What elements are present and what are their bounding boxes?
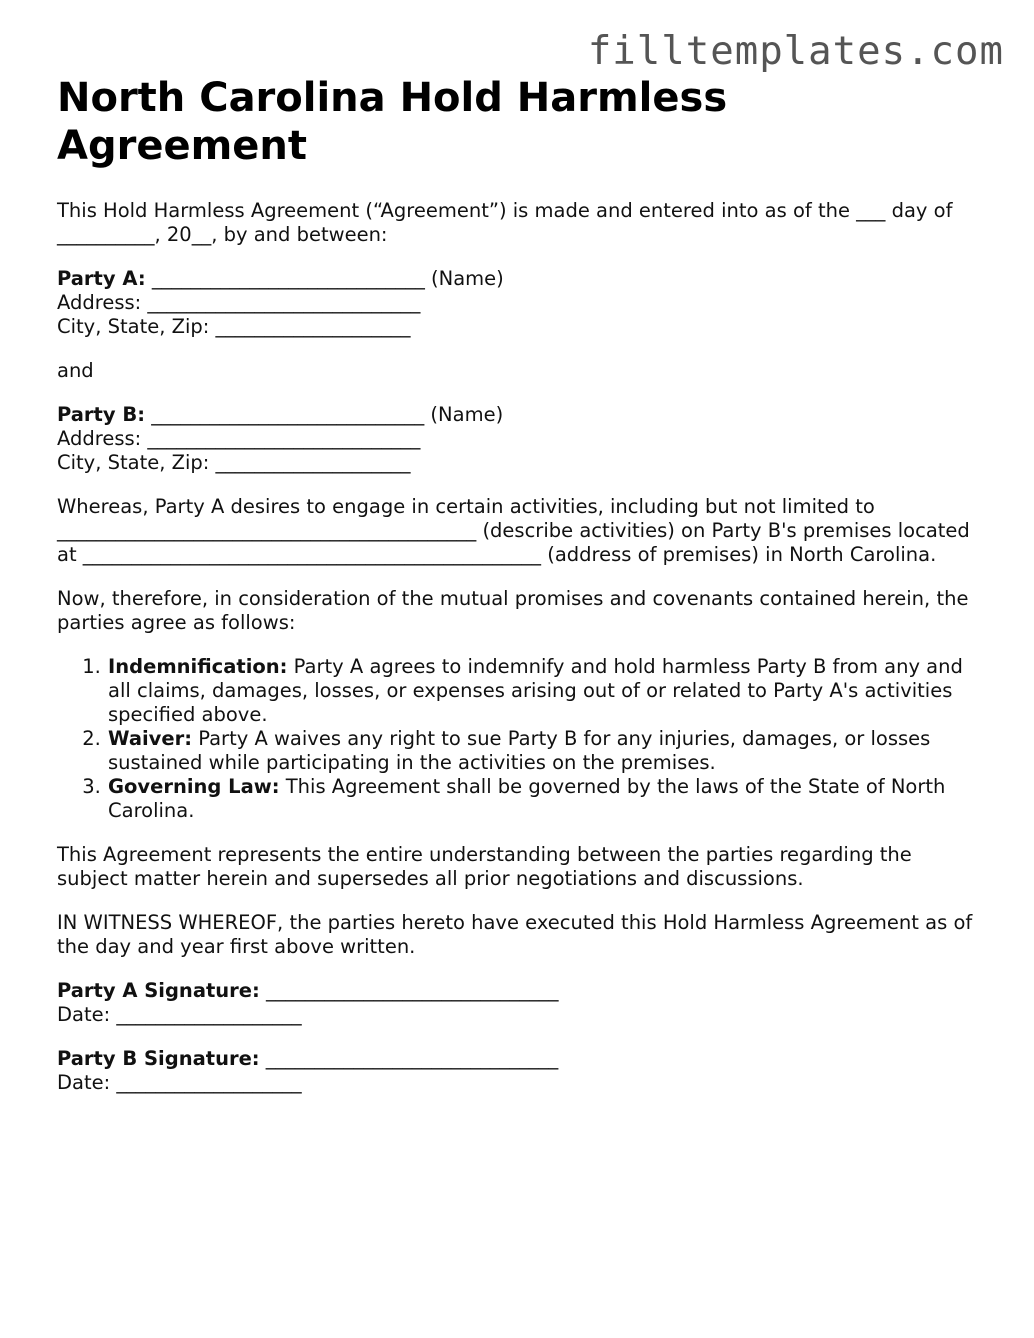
witness-paragraph: IN WITNESS WHEREOF, the parties hereto have executed this Hold Harmless Agreement as of the day and year first above written. [57, 911, 973, 958]
terms-list [57, 655, 987, 823]
signature-b-label: Party B Signature: [57, 1047, 260, 1070]
term-text: Party A agrees to indemnify and hold harmless Party B from any and all claims, damages, losses, or expenses arising out of or related to Party A's activities specified above. [108, 655, 963, 726]
document-body [57, 199, 987, 1095]
signature-a-date: Date: ___________________ [57, 1003, 302, 1026]
signature-b-line [57, 1047, 987, 1071]
whereas-paragraph: Whereas, Party A desires to engage in certain activities, including but not limited to ___________________________________________ (describe activities) on Party B's premises located at _______________________________________________ (address of premises) in North Carolina. [57, 495, 970, 566]
signature-b-date: Date: ___________________ [57, 1071, 302, 1094]
party-b-name-line [57, 403, 987, 427]
party-a-block [57, 267, 987, 339]
party-b-name-field: ____________________________ (Name) [145, 403, 504, 426]
term-heading: Waiver: [108, 727, 193, 750]
term-heading: Indemnification: [108, 655, 288, 678]
term-governing-law [107, 775, 987, 823]
party-b-city-line: City, State, Zip: ____________________ [57, 451, 411, 474]
now-therefore-paragraph: Now, therefore, in consideration of the mutual promises and covenants contained herein, the parties agree as follows: [57, 587, 969, 634]
term-indemnification [107, 655, 987, 727]
signature-b-field: ______________________________ [259, 1047, 559, 1070]
party-b-address-line: Address: ____________________________ [57, 427, 421, 450]
party-a-name-line [57, 267, 987, 291]
party-a-city-line: City, State, Zip: ____________________ [57, 315, 411, 338]
intro-paragraph: This Hold Harmless Agreement (“Agreement”) is made and entered into as of the ___ day of __________, 20__, by and between: [57, 199, 953, 246]
entire-agreement-paragraph: This Agreement represents the entire understanding between the parties regarding the subject matter herein and supersedes all prior negotiations and discussions. [57, 843, 912, 890]
party-b-block [57, 403, 987, 475]
and-text: and [57, 359, 94, 382]
signature-a-label: Party A Signature: [57, 979, 260, 1002]
signature-a-line [57, 979, 987, 1003]
party-b-label: Party B: [57, 403, 146, 426]
document-title: North Carolina Hold Harmless Agreement [57, 75, 728, 169]
term-text: This Agreement shall be governed by the laws of the State of North Carolina. [108, 775, 946, 822]
signature-a-field: ______________________________ [259, 979, 559, 1002]
term-heading: Governing Law: [108, 775, 280, 798]
term-text: Party A waives any right to sue Party B for any injuries, damages, or losses sustained while participating in the activities on the premises. [108, 727, 931, 774]
document-page [57, 74, 987, 1095]
watermark: filltemplates.com [587, 29, 1004, 74]
party-a-address-line: Address: ____________________________ [57, 291, 421, 314]
party-a-name-field: ____________________________ (Name) [145, 267, 504, 290]
party-a-label: Party A: [57, 267, 146, 290]
signature-b-block [57, 1047, 987, 1095]
signature-a-block [57, 979, 987, 1027]
term-waiver [107, 727, 987, 775]
